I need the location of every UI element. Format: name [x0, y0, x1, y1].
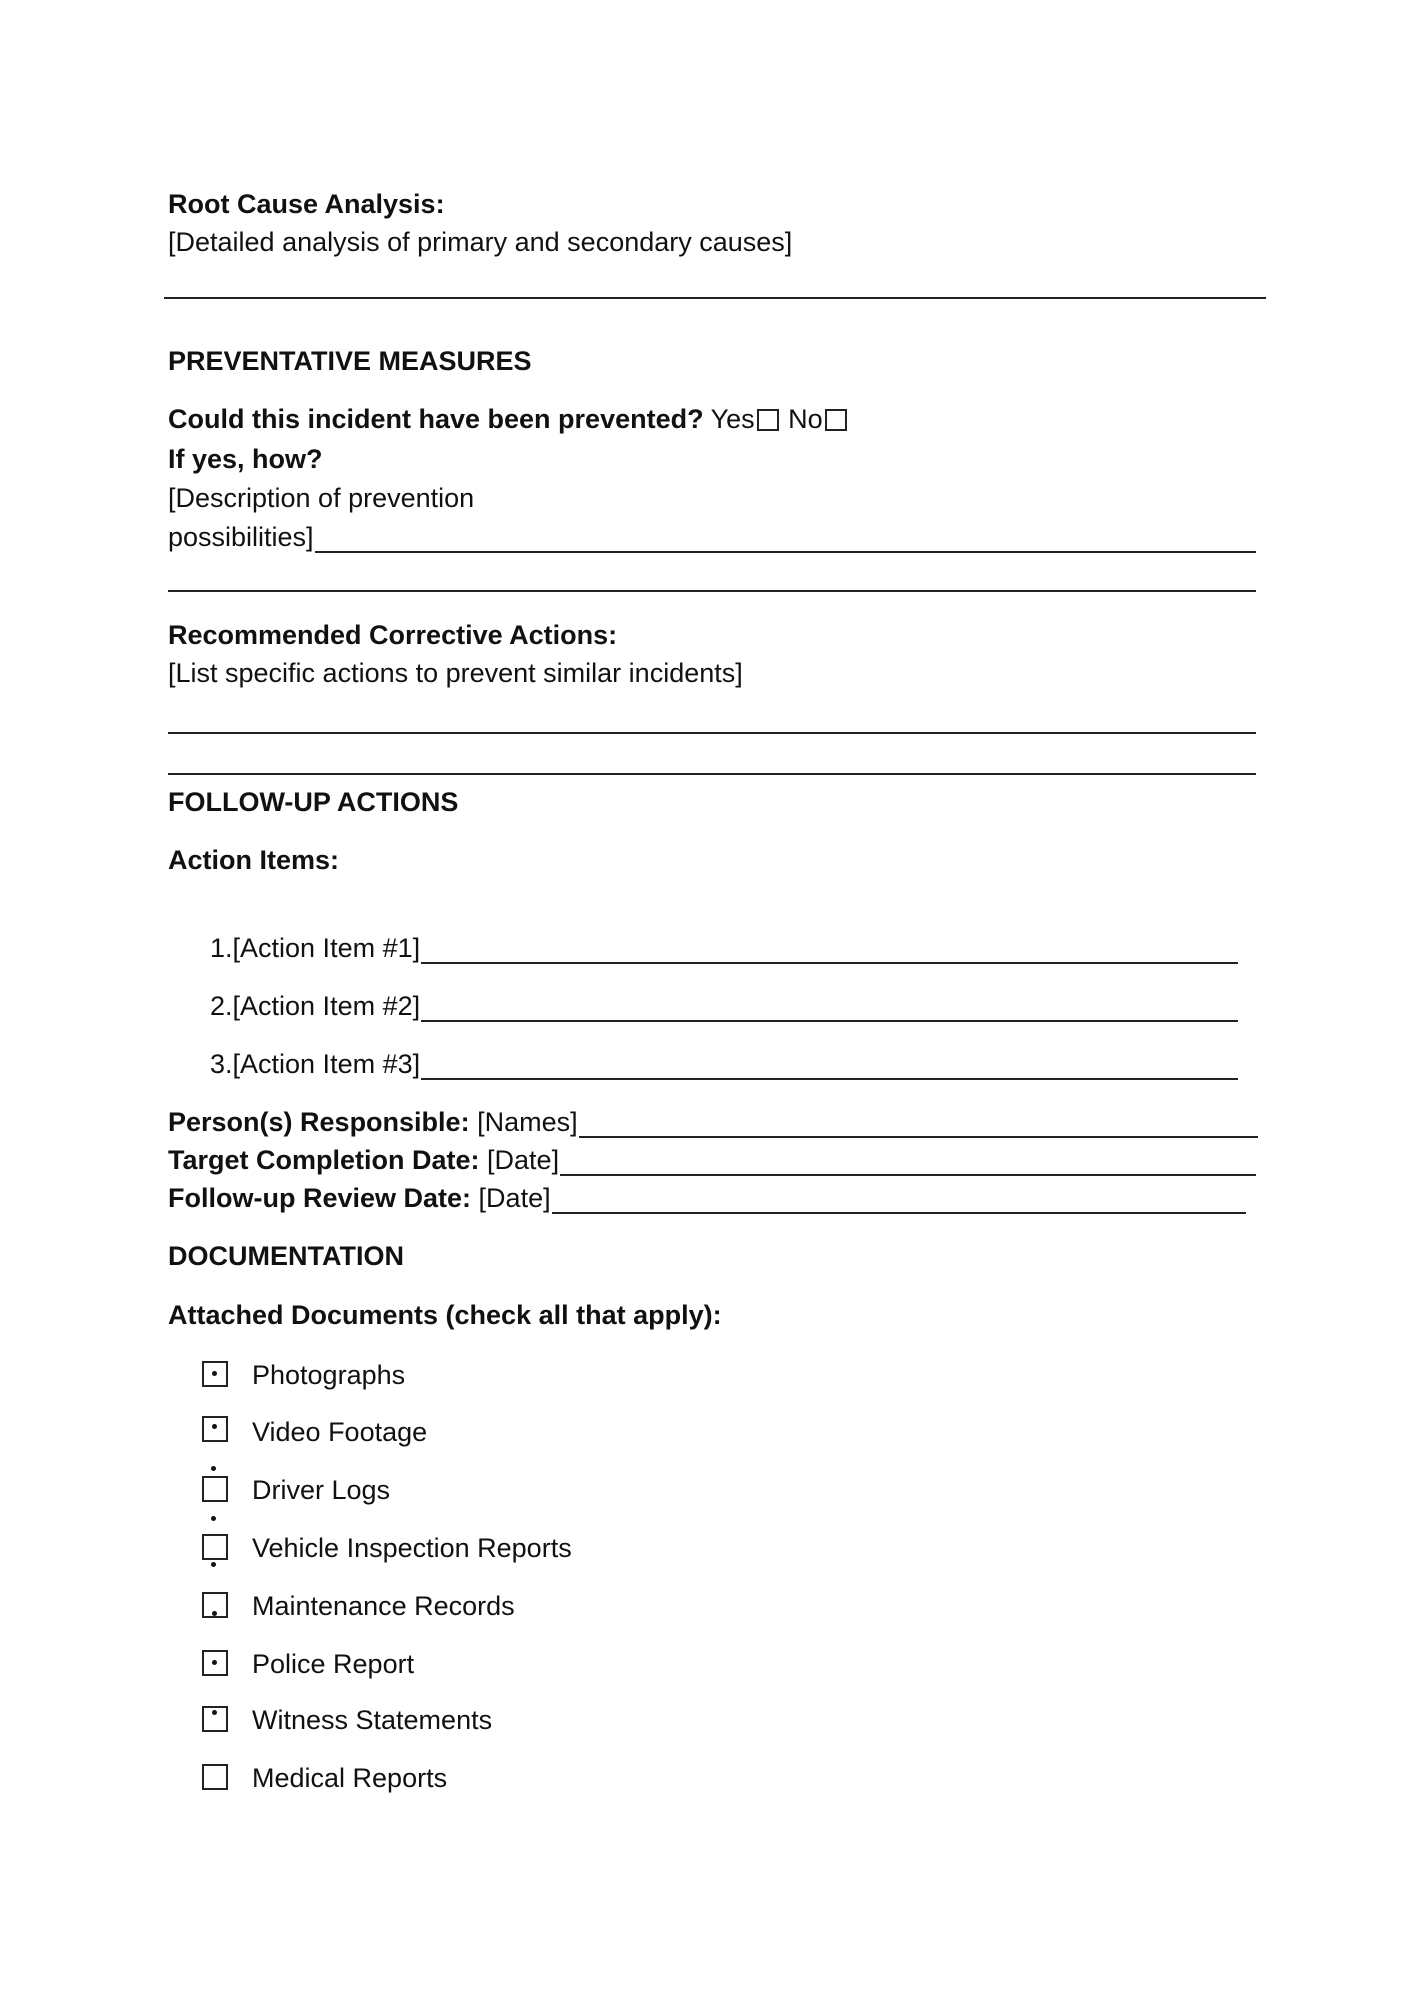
action-item-label: 1.[Action Item #1]	[210, 933, 421, 963]
review-date-fill-line[interactable]	[552, 1188, 1246, 1214]
action-item-row[interactable]	[210, 990, 1238, 1022]
responsible-label: Person(s) Responsible:	[168, 1107, 470, 1137]
checkbox[interactable]	[202, 1706, 228, 1732]
target-date-row[interactable]	[168, 1144, 1256, 1176]
stray-dot-icon	[211, 1516, 216, 1521]
follow-up-heading: FOLLOW-UP ACTIONS	[168, 787, 459, 817]
action-items-label: Action Items:	[168, 845, 340, 875]
checkbox[interactable]	[202, 1764, 228, 1790]
document-label: Vehicle Inspection Reports	[252, 1533, 572, 1563]
responsible-fill-line[interactable]	[579, 1112, 1258, 1138]
document-label: Witness Statements	[252, 1705, 493, 1735]
review-date-value: [Date]	[478, 1183, 551, 1213]
prevented-question-row	[168, 403, 849, 435]
checkbox[interactable]	[202, 1476, 228, 1502]
target-date-label: Target Completion Date:	[168, 1145, 480, 1175]
document-label: Medical Reports	[252, 1763, 448, 1793]
root-cause-placeholder[interactable]: [Detailed analysis of primary and secondary causes]	[168, 227, 793, 257]
responsible-value: [Names]	[477, 1107, 578, 1137]
document-label: Video Footage	[252, 1417, 428, 1447]
yes-checkbox[interactable]	[757, 409, 779, 431]
prevention-fill-line[interactable]	[315, 527, 1256, 553]
action-item-label: 3.[Action Item #3]	[210, 1049, 421, 1079]
action-item-fill-line[interactable]	[421, 938, 1238, 964]
document-label: Maintenance Records	[252, 1591, 515, 1621]
checkbox[interactable]	[202, 1361, 228, 1387]
preventative-heading: PREVENTATIVE MEASURES	[168, 346, 532, 376]
action-item-fill-line[interactable]	[421, 996, 1238, 1022]
checkbox[interactable]	[202, 1592, 228, 1618]
corrective-line-1[interactable]	[168, 732, 1256, 734]
responsible-row[interactable]	[168, 1106, 1258, 1138]
no-label: No	[788, 404, 823, 434]
checkbox-dot-icon	[212, 1660, 217, 1665]
yes-label: Yes	[710, 404, 755, 434]
review-date-row[interactable]	[168, 1182, 1246, 1214]
stray-dot-icon	[211, 1466, 216, 1471]
checkbox-dot-icon	[212, 1710, 217, 1715]
prevention-extra-line[interactable]	[168, 590, 1256, 592]
corrective-actions-label: Recommended Corrective Actions:	[168, 620, 618, 650]
action-item-label: 2.[Action Item #2]	[210, 991, 421, 1021]
checkbox-dot-icon	[212, 1371, 217, 1376]
action-item-fill-line[interactable]	[421, 1054, 1238, 1080]
corrective-actions-placeholder: [List specific actions to prevent similar incidents]	[168, 658, 743, 688]
action-item-row[interactable]	[210, 932, 1238, 964]
target-date-fill-line[interactable]	[560, 1150, 1256, 1176]
prevention-description-row[interactable]	[168, 521, 1256, 553]
checkbox-dot-icon	[212, 1611, 217, 1616]
no-checkbox[interactable]	[825, 409, 847, 431]
review-date-label: Follow-up Review Date:	[168, 1183, 472, 1213]
target-date-value: [Date]	[487, 1145, 560, 1175]
prevented-question: Could this incident have been prevented?	[168, 404, 704, 434]
prevention-description-line2: possibilities]	[168, 522, 314, 552]
if-yes-label: If yes, how?	[168, 444, 323, 474]
documentation-heading: DOCUMENTATION	[168, 1241, 404, 1271]
stray-dot-icon	[211, 1562, 216, 1567]
checkbox[interactable]	[202, 1416, 228, 1442]
divider-line	[164, 297, 1266, 299]
attached-documents-label: Attached Documents (check all that apply):	[168, 1300, 722, 1330]
checkbox[interactable]	[202, 1534, 228, 1560]
corrective-line-2[interactable]	[168, 773, 1256, 775]
root-cause-label: Root Cause Analysis:	[168, 189, 445, 219]
checkbox-dot-icon	[212, 1424, 217, 1429]
action-item-row[interactable]	[210, 1048, 1238, 1080]
document-label: Driver Logs	[252, 1475, 391, 1505]
document-label: Photographs	[252, 1360, 406, 1390]
document-label: Police Report	[252, 1649, 415, 1679]
checkbox[interactable]	[202, 1650, 228, 1676]
prevention-description-line1: [Description of prevention	[168, 483, 475, 513]
